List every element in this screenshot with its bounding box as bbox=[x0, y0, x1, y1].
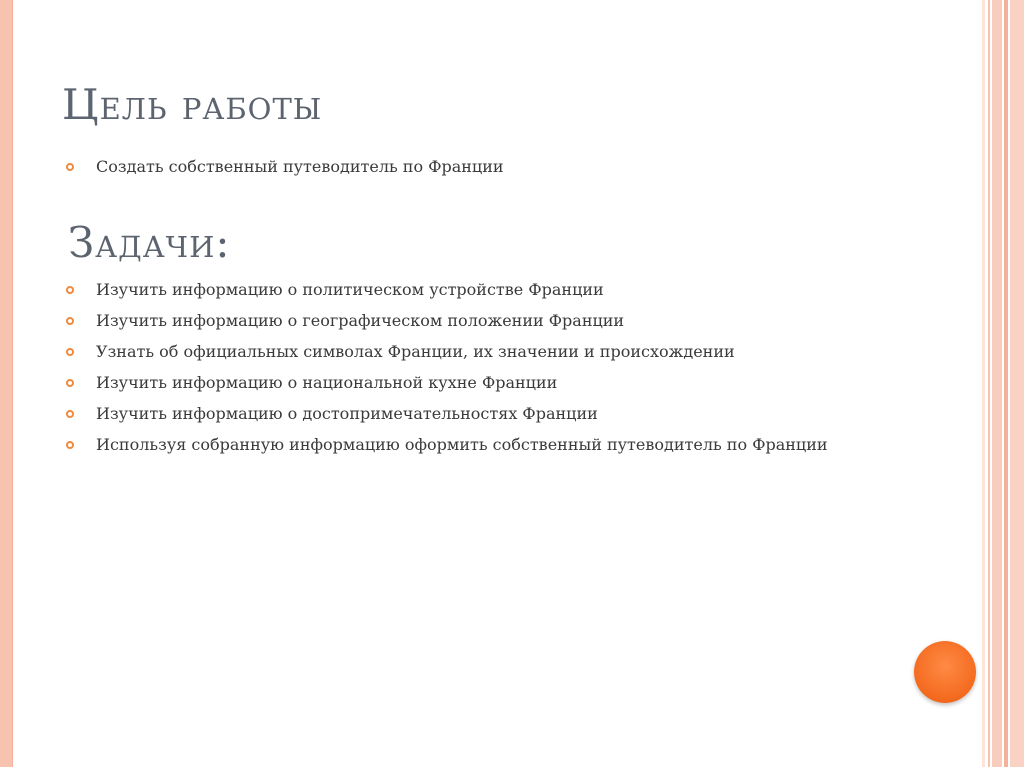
task-item-text: Изучить информацию о политическом устройстве Франции bbox=[96, 280, 604, 299]
orange-ring-bullet-icon bbox=[66, 286, 74, 294]
left-stripe-line bbox=[12, 0, 13, 767]
goal-item bbox=[64, 157, 504, 188]
right-stripe-1 bbox=[982, 0, 985, 767]
task-item bbox=[64, 342, 828, 373]
left-decorative-stripe bbox=[0, 0, 12, 767]
orange-ring-bullet-icon bbox=[66, 348, 74, 356]
right-stripe-3 bbox=[992, 0, 1002, 767]
tasks-list bbox=[64, 280, 828, 466]
task-item bbox=[64, 373, 828, 404]
task-item bbox=[64, 311, 828, 342]
orange-ring-bullet-icon bbox=[66, 379, 74, 387]
orange-ring-bullet-icon bbox=[66, 317, 74, 325]
task-item-text: Изучить информацию о достопримечательностях Франции bbox=[96, 404, 598, 423]
right-stripe-2 bbox=[988, 0, 990, 767]
goal-item-text: Создать собственный путеводитель по Франции bbox=[96, 157, 504, 176]
orange-ring-bullet-icon bbox=[66, 441, 74, 449]
orange-ring-bullet-icon bbox=[66, 163, 74, 171]
tasks-heading: Задачи: bbox=[68, 218, 231, 267]
task-item-text: Изучить информацию о географическом положении Франции bbox=[96, 311, 625, 330]
right-stripe-4 bbox=[1004, 0, 1008, 767]
orange-circle-decoration bbox=[914, 641, 976, 703]
task-item-text: Узнать об официальных символах Франции, их значении и происхождении bbox=[96, 342, 735, 361]
right-stripe-5 bbox=[1010, 0, 1024, 767]
orange-ring-bullet-icon bbox=[66, 410, 74, 418]
task-item bbox=[64, 435, 828, 466]
task-item bbox=[64, 404, 828, 435]
task-item-text: Изучить информацию о национальной кухне Франции bbox=[96, 373, 558, 392]
right-decorative-stripes bbox=[982, 0, 1024, 767]
goal-list bbox=[64, 157, 504, 188]
slide-title: Цель работы bbox=[62, 80, 323, 129]
task-item-text: Используя собранную информацию оформить собственный путеводитель по Франции bbox=[96, 435, 828, 454]
task-item bbox=[64, 280, 828, 311]
